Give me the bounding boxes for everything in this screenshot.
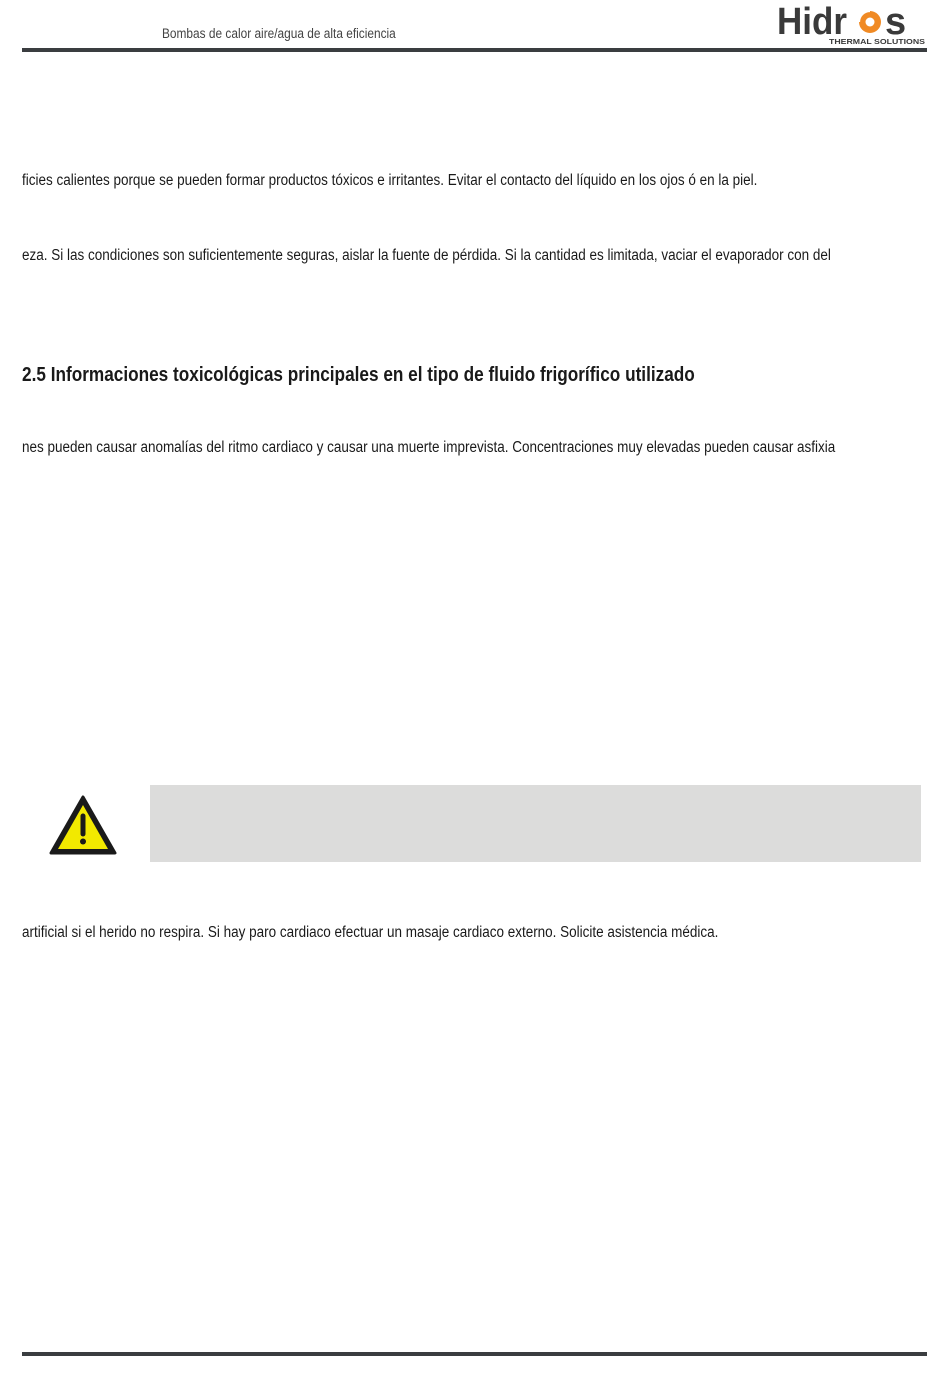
logo-brand-right: s — [885, 1, 907, 43]
header-rule — [22, 48, 927, 52]
body-line-3: nes pueden causar anomalías del ritmo cardiaco y causar una muerte imprevista. Concentraciones muy elevadas pueden causar asfixia — [22, 439, 836, 456]
footer-rule — [22, 1352, 927, 1356]
header-subtitle: Bombas de calor aire/agua de alta eficiencia — [162, 26, 396, 41]
section-heading: 2.5 Informaciones toxicológicas principales en el tipo de fluido frigorífico utilizado — [22, 364, 695, 386]
body-line-2: eza. Si las condiciones son suficientemente seguras, aislar la fuente de pérdida. Si la cantidad es limitada, vaciar el evaporador con del — [22, 247, 831, 264]
logo-brand-left: Hidr — [777, 1, 848, 43]
logo-o-mark-icon — [859, 11, 881, 33]
body-line-4: artificial si el herido no respira. Si hay paro cardiaco efectuar un masaje cardiaco externo. Solicite asistencia médica. — [22, 924, 719, 941]
warning-box — [150, 785, 921, 862]
body-line-1: ficies calientes porque se pueden formar productos tóxicos e irritantes. Evitar el contacto del líquido en los ojos ó en la piel. — [22, 172, 758, 189]
logo-tagline: THERMAL SOLUTIONS — [829, 37, 925, 46]
hidros-logo — [775, 0, 930, 48]
warning-triangle-icon — [48, 794, 118, 856]
